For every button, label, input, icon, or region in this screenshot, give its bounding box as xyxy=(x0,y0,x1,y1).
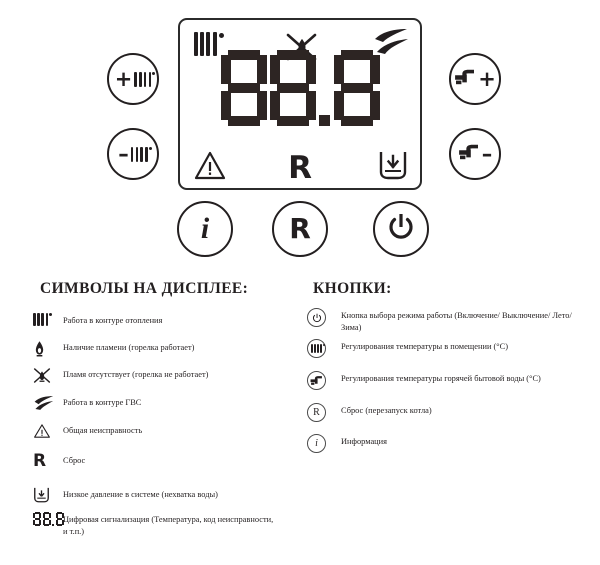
seven-segment-value xyxy=(180,50,420,126)
list-item-label: Цифровая сигнализация (Температура, код неисправности, и т.п.) xyxy=(63,515,274,537)
list-item-label: Регулирования температуры горячей бытовой воды (°С) xyxy=(341,374,541,383)
decimal-point xyxy=(319,50,331,126)
flame-icon xyxy=(33,340,63,357)
power-icon xyxy=(386,212,416,247)
list-item xyxy=(307,371,597,390)
lcd-display xyxy=(178,18,422,190)
buttons-heading: КНОПКИ: xyxy=(313,280,392,297)
list-item-label: Низкое давление в системе (нехватка воды) xyxy=(63,490,218,499)
reset-r-icon: R xyxy=(288,150,312,186)
list-item xyxy=(33,340,303,357)
water-jets-icon xyxy=(33,395,63,411)
list-item-label: Кнопка выбора режима работы (Включение/ Выключение/ Лето/Зима) xyxy=(341,311,572,333)
radiator-icon xyxy=(131,147,148,162)
list-item xyxy=(307,434,597,453)
list-item-label: Работа в контуре отопления xyxy=(63,316,163,325)
list-item-label: Наличие пламени (горелка работает) xyxy=(63,343,195,352)
list-item-label: Пламя отсутствует (горелка не работает) xyxy=(63,370,209,379)
info-icon: i xyxy=(307,434,341,453)
list-item xyxy=(33,512,303,538)
list-item xyxy=(33,453,303,470)
reset-r-icon: R xyxy=(33,451,47,471)
heating-temp-up-button[interactable] xyxy=(107,53,159,105)
dhw-temp-up-button[interactable] xyxy=(449,53,501,105)
display-symbols-heading: СИМВОЛЫ НА ДИСПЛЕЕ: xyxy=(40,280,249,297)
dhw-temp-down-button[interactable] xyxy=(449,128,501,180)
radiator-icon xyxy=(134,72,151,87)
power-button[interactable] xyxy=(373,201,429,257)
reset-r-icon: R xyxy=(307,403,341,422)
faucet-icon xyxy=(458,143,480,166)
radiator-icon xyxy=(33,313,63,326)
heating-temp-down-button[interactable] xyxy=(107,128,159,180)
list-item xyxy=(33,395,303,411)
digit-1 xyxy=(221,50,267,126)
list-item-label: Работа в контуре ГВС xyxy=(63,398,142,407)
info-icon: i xyxy=(200,212,210,245)
list-item-label: Информация xyxy=(341,437,387,446)
list-item xyxy=(33,423,303,439)
list-item xyxy=(307,339,597,358)
minus-icon: – xyxy=(481,141,493,166)
list-item-label: Сброс (перезапуск котла) xyxy=(341,406,432,415)
list-item-label: Сброс xyxy=(63,456,86,465)
low-water-pressure-icon xyxy=(33,487,63,503)
low-water-pressure-icon xyxy=(378,150,408,180)
plus-icon: + xyxy=(114,66,133,91)
digit-3 xyxy=(334,50,380,126)
digit-2 xyxy=(270,50,316,126)
list-item xyxy=(33,487,303,503)
warning-triangle-icon xyxy=(33,423,63,439)
faucet-icon xyxy=(307,371,341,390)
list-item xyxy=(307,403,597,422)
minus-icon: – xyxy=(118,141,129,166)
radiator-icon xyxy=(307,339,341,358)
list-item xyxy=(307,308,597,334)
power-icon xyxy=(307,308,341,327)
plus-icon: + xyxy=(478,66,496,91)
faucet-icon xyxy=(454,68,476,91)
list-item xyxy=(33,367,303,384)
reset-r-icon: R xyxy=(289,212,311,245)
reset-button[interactable] xyxy=(272,201,328,257)
seven-segment-icon xyxy=(33,512,63,526)
list-item-label: Общая неисправность xyxy=(63,426,143,435)
crossed-flame-icon xyxy=(33,367,63,384)
info-button[interactable] xyxy=(177,201,233,257)
list-item-label: Регулирования температуры в помещении (°С) xyxy=(341,342,509,351)
list-item xyxy=(33,313,303,327)
